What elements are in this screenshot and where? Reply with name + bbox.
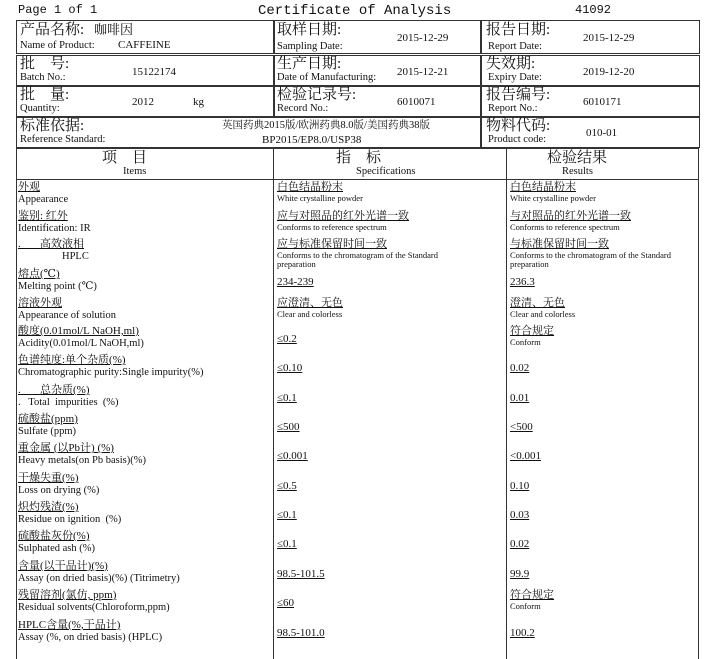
record-no-label-en: Record No.:	[277, 103, 329, 114]
row-item-zh: 鉴别: 红外	[18, 210, 68, 222]
expiry-date-label-en: Expiry Date:	[488, 72, 542, 83]
row-spec-en: White crystalline powder	[277, 193, 363, 203]
row-spec-zh: ≤0.001	[277, 450, 308, 462]
row-spec-en: Conforms to the chromatogram of the Standard preparation	[277, 250, 438, 269]
column-results-en: Results	[562, 166, 593, 177]
row-result-en: Conform	[510, 337, 541, 347]
row-item-zh: 重金属 (以Pb计) (%)	[18, 442, 114, 454]
sampling-date-label-zh: 取样日期:	[277, 22, 342, 38]
row-result-en: Clear and colorless	[510, 309, 576, 319]
reference-standard-value-zh: 英国药典2015版/欧洲药典8.0版/美国药典38版	[222, 120, 430, 131]
record-no-label-zh: 检验记录号:	[277, 87, 357, 103]
product-code-label-zh: 物料代码:	[486, 118, 551, 134]
row-result-zh: 236.3	[510, 276, 535, 288]
row-item-zh: 含量(以干品计)(%)	[18, 560, 108, 572]
column-items-en: Items	[123, 166, 147, 177]
row-item-en: Heavy metals(on Pb basis)(%)	[18, 455, 147, 466]
row-spec-zh: ≤500	[277, 421, 300, 433]
report-date-label-en: Report Date:	[488, 41, 542, 52]
document-title: Certificate of Analysis	[258, 3, 452, 19]
row-item-zh: 外观	[18, 181, 40, 193]
quantity-unit: kg	[193, 96, 204, 108]
quantity-label-en: Quantity:	[20, 103, 60, 114]
row-item-en: . Total impurities (%)	[18, 397, 119, 408]
row-result-zh: 与标准保留时间一致	[510, 238, 609, 250]
row-spec-zh: ≤60	[277, 597, 295, 609]
batch-label-zh: 批 号:	[20, 56, 70, 72]
row-item-en: Residue on ignition (%)	[18, 514, 122, 525]
row-item-en: Loss on drying (%)	[18, 485, 100, 496]
manufacturing-date-label-en: Date of Manufacturing:	[277, 72, 377, 83]
reference-standard-label-en: Reference Standard:	[20, 134, 106, 145]
report-no-label-zh: 报告编号:	[486, 87, 551, 103]
row-result-zh: 符合规定	[510, 589, 554, 601]
row-spec-en: Clear and colorless	[277, 309, 343, 319]
page-indicator: Page 1 of 1	[18, 3, 98, 17]
row-result-zh: <0.001	[510, 450, 541, 462]
row-result-en: Conform	[510, 601, 541, 611]
row-item-zh: 硫酸盐灰份(%)	[18, 530, 90, 542]
report-no-value: 6010171	[583, 96, 622, 108]
row-item-zh: . 总杂质(%)	[18, 384, 90, 396]
product-name-label-zh: 产品名称:	[20, 22, 85, 38]
row-spec-zh: 应澄清、无色	[277, 297, 343, 309]
row-spec-zh: 98.5-101.5	[277, 568, 325, 580]
record-no-value: 6010071	[397, 96, 436, 108]
row-item-en: Identification: IR	[18, 223, 91, 234]
row-result-zh: 100.2	[510, 627, 535, 639]
report-no-label-en: Report No.:	[488, 103, 538, 114]
row-item-zh: HPLC含量(%,干品计)	[18, 619, 121, 631]
row-spec-zh: 白色结晶粉末	[277, 181, 343, 193]
expiry-date-value: 2019-12-20	[583, 66, 635, 78]
row-result-zh: 0.03	[510, 509, 530, 521]
row-result-zh: 0.10	[510, 480, 530, 492]
row-result-zh: 白色结晶粉末	[510, 181, 576, 193]
reference-standard-label-zh: 标准依据:	[20, 118, 85, 134]
row-result-zh: 符合规定	[510, 325, 554, 337]
row-result-en: White crystalline powder	[510, 193, 596, 203]
row-spec-zh: 应与对照品的红外光谱一致	[277, 210, 409, 222]
batch-value: 15122174	[132, 66, 176, 78]
manufacturing-date-value: 2015-12-21	[397, 66, 449, 78]
row-result-en: Conforms to reference spectrum	[510, 222, 620, 232]
batch-label-en: Batch No.:	[20, 72, 66, 83]
row-result-zh: <500	[510, 421, 533, 433]
row-item-en: Chromatographic purity:Single impurity(%)	[18, 367, 204, 378]
reference-standard-value-en: BP2015/EP8.0/USP38	[262, 134, 362, 146]
row-spec-zh: ≤0.10	[277, 362, 303, 374]
document-number: 41092	[575, 3, 612, 17]
column-spec-en: Specifications	[356, 166, 416, 177]
row-item-en: Acidity(0.01mol/L NaOH,ml)	[18, 338, 144, 349]
row-spec-zh: 98.5-101.0	[277, 627, 325, 639]
row-item-zh: 残留溶剂(氯仿, ppm)	[18, 589, 117, 601]
row-item-en: Residual solvents(Chloroform,ppm)	[18, 602, 170, 613]
manufacturing-date-label-zh: 生产日期:	[277, 56, 342, 72]
row-spec-zh: ≤0.1	[277, 509, 297, 521]
row-item-zh: 炽灼残渣(%)	[18, 501, 79, 513]
row-item-en: Assay (%, on dried basis) (HPLC)	[18, 632, 163, 643]
row-result-zh: 99.9	[510, 568, 530, 580]
row-result-zh: 与对照品的红外光谱一致	[510, 210, 631, 222]
column-results-zh: 检验结果	[547, 150, 608, 166]
row-spec-zh: 234-239	[277, 276, 314, 288]
row-item-zh: 干燥失重(%)	[18, 472, 79, 484]
column-items-zh: 项 目	[102, 150, 148, 166]
row-item-zh: 色谱纯度:单个杂质(%)	[18, 354, 126, 366]
row-item-en: Appearance	[18, 194, 69, 205]
row-item-en: Sulphated ash (%)	[18, 543, 95, 554]
row-item-zh: 硫酸盐(ppm)	[18, 413, 78, 425]
row-result-zh: 0.02	[510, 362, 530, 374]
sampling-date-value: 2015-12-29	[397, 32, 449, 44]
row-item-zh: 溶液外观	[18, 297, 62, 309]
row-result-zh: 0.01	[510, 392, 530, 404]
row-spec-zh: 应与标准保留时间一致	[277, 238, 387, 250]
row-spec-zh: ≤0.5	[277, 480, 297, 492]
product-name-label-en: Name of Product:	[20, 40, 95, 51]
row-spec-en: Conforms to reference spectrum	[277, 222, 387, 232]
column-spec-zh: 指 标	[336, 150, 382, 166]
product-code-value: 010-01	[586, 127, 618, 139]
row-item-zh: 酸度(0.01mol/L NaOH,ml)	[18, 325, 139, 337]
row-item-en: Appearance of solution	[18, 310, 116, 321]
row-result-en: Conforms to the chromatogram of the Standard preparation	[510, 250, 671, 269]
report-date-value: 2015-12-29	[583, 32, 635, 44]
sampling-date-label-en: Sampling Date:	[277, 41, 343, 52]
row-item-en: Sulfate (ppm)	[18, 426, 77, 437]
row-item-en: Melting point (℃)	[18, 281, 97, 292]
row-spec-zh: ≤0.1	[277, 392, 297, 404]
row-item-zh: . 高效液相	[18, 238, 84, 250]
product-code-label-en: Product code:	[488, 134, 547, 145]
row-item-en: HPLC	[62, 251, 89, 262]
product-name-value: CAFFEINE	[118, 39, 171, 51]
expiry-date-label-zh: 失效期:	[486, 56, 536, 72]
product-name-value-zh: 咖啡因	[94, 22, 134, 37]
quantity-value: 2012	[132, 96, 154, 108]
report-date-label-zh: 报告日期:	[486, 22, 551, 38]
row-result-zh: 澄清、无色	[510, 297, 565, 309]
row-spec-zh: ≤0.2	[277, 333, 297, 345]
row-spec-zh: ≤0.1	[277, 538, 297, 550]
row-item-en: Assay (on dried basis)(%) (Titrimetry)	[18, 573, 180, 584]
row-result-zh: 0.02	[510, 538, 530, 550]
row-item-zh: 熔点(℃)	[18, 268, 60, 280]
quantity-label-zh: 批 量:	[20, 87, 70, 103]
